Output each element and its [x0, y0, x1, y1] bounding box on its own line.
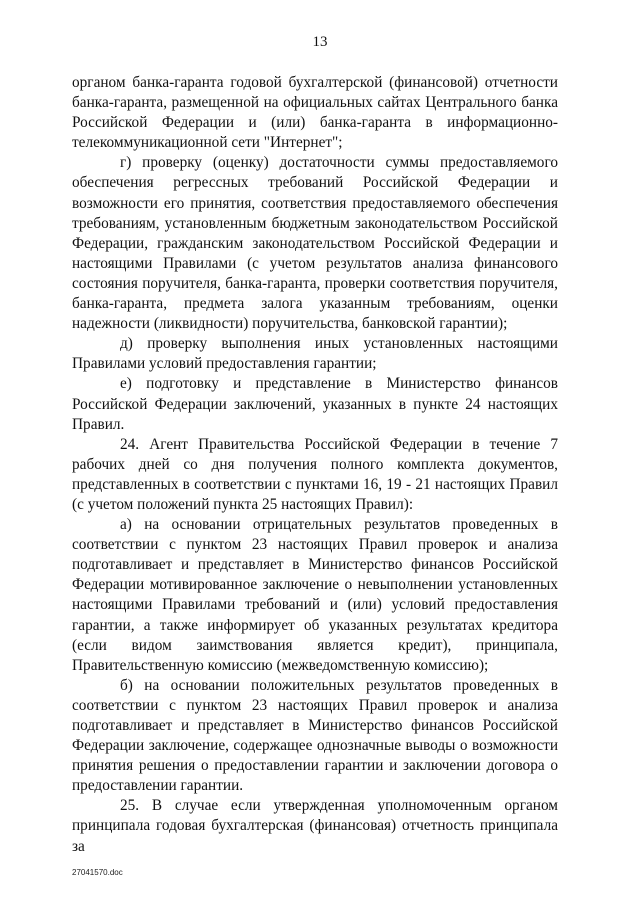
- document-body: [72, 73, 558, 857]
- paragraph: органом банка-гаранта годовой бухгалтерской (финансовой) отчетности банка-гаранта, размещенной на официальных сайтах Центрального банка Российской Федерации и (или) банка-гаранта в информационно-телекоммуникационной сети "Интернет";: [72, 74, 558, 152]
- paragraph: г) проверку (оценку) достаточности суммы предоставляемого обеспечения регрессных требований Российской Федерации и возможности его принятия, соответствия предоставляемого обеспечения требованиям, установленным бюджетным законодательством Российской Федерации, гражданским законодательством Российской Федерации и настоящими Правилами (с учетом результатов анализа финансового состояния поручителя, банка-гаранта, проверки соответствия поручителя, банка-гаранта, предмета залога указанным требованиям, оценки надежности (ликвидности) поручительства, банковской гарантии);: [72, 154, 558, 333]
- page-number: 13: [312, 34, 328, 50]
- paragraph: д) проверку выполнения иных установленных настоящими Правилами условий предоставления гарантии;: [72, 335, 558, 373]
- paragraph: б) на основании положительных результатов проведенных в соответствии с пунктом 23 настоящих Правил проверок и анализа подготавливает и представляет в Министерство финансов Российской Федерации заключение, содержащее однозначные выводы о возможности принятия решения о предоставлении гарантии и заключении договора о предоставлении гарантии.: [72, 676, 558, 795]
- paragraph: а) на основании отрицательных результатов проведенных в соответствии с пунктом 23 настоящих Правил проверок и анализа подготавливает и представляет в Министерство финансов Российской Федерации мотивированное заключение о невыполнении установленных настоящими Правилами требований и (или) условий предоставления гарантии, а также информирует об указанных результатах кредитора (если видом заимствования является кредит), принципала, Правительственную комиссию (межведомственную комиссию);: [72, 516, 558, 674]
- paragraph: е) подготовку и представление в Министерство финансов Российской Федерации заключений, указанных в пункте 24 настоящих Правил.: [72, 375, 558, 433]
- paragraph: 25. В случае если утвержденная уполномоченным органом принципала годовая бухгалтерская (финансовая) отчетность принципала за: [72, 797, 558, 855]
- footer-filename: 27041570.doc: [72, 868, 123, 877]
- paragraph: 24. Агент Правительства Российской Федерации в течение 7 рабочих дней со дня получения полного комплекта документов, представленных в соответствии с пунктами 16, 19 - 21 настоящих Правил (с учетом положений пункта 25 настоящих Правил):: [72, 435, 558, 513]
